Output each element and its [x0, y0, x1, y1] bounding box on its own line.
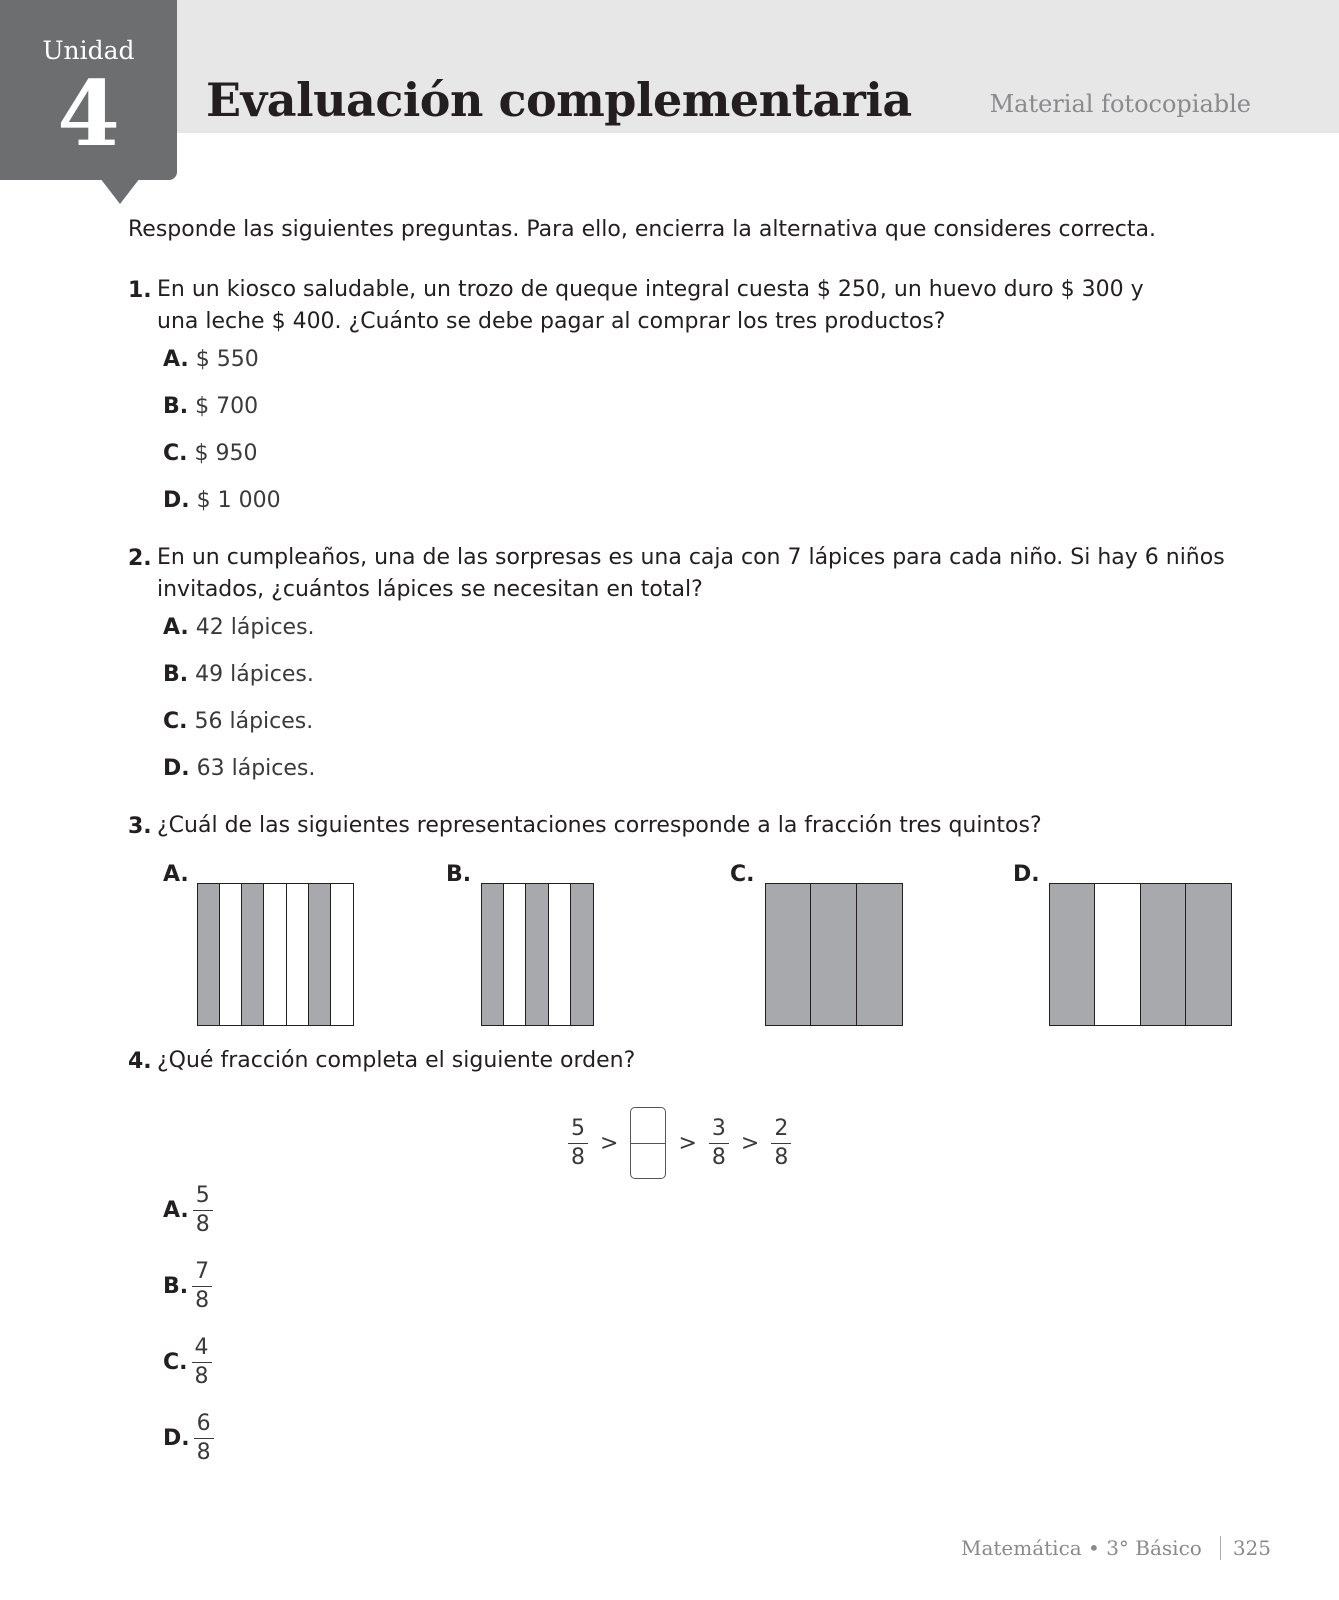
fraction	[193, 1182, 213, 1239]
option-letter: A.	[163, 347, 189, 372]
numerator: 3	[711, 1115, 726, 1141]
shaded-strip	[526, 884, 548, 1025]
shaded-strip	[1141, 884, 1186, 1025]
fraction-diagram-d[interactable]	[1049, 883, 1232, 1026]
blank-strip	[287, 884, 309, 1025]
option-value: $ 950	[194, 441, 258, 466]
fraction-bar	[631, 1143, 665, 1144]
option-letter: D.	[163, 756, 190, 781]
question-text	[157, 274, 1144, 338]
answer-option[interactable]	[163, 709, 313, 734]
question-line: En un kiosco saludable, un trozo de queque integral cuesta $ 250, un huevo duro $ 300 y	[157, 277, 1144, 302]
question-line: invitados, ¿cuántos lápices se necesitan en total?	[157, 577, 703, 602]
fraction	[194, 1410, 214, 1467]
answer-option[interactable]	[163, 394, 258, 419]
shaded-strip	[857, 884, 902, 1025]
fraction	[568, 1115, 588, 1172]
shaded-strip	[1050, 884, 1095, 1025]
option-letter: D.	[163, 488, 190, 513]
blank-strip	[1095, 884, 1140, 1025]
blank-strip	[220, 884, 242, 1025]
numerator: 4	[194, 1335, 209, 1360]
unit-number: 4	[57, 61, 120, 167]
option-letter: B.	[163, 1274, 189, 1299]
shaded-strip	[1186, 884, 1231, 1025]
option-letter: B.	[163, 394, 189, 419]
shaded-strip	[309, 884, 331, 1025]
option-letter: C.	[163, 1350, 188, 1375]
page-number: 325	[1232, 1536, 1271, 1560]
option-value: 63 lápices.	[196, 756, 316, 781]
greater-than-symbol: >	[678, 1130, 697, 1156]
numerator: 5	[195, 1183, 210, 1208]
denominator: 8	[195, 1288, 210, 1313]
denominator: 8	[195, 1212, 210, 1237]
denominator: 8	[774, 1144, 789, 1170]
shaded-strip	[242, 884, 264, 1025]
option-value: $ 700	[195, 394, 259, 419]
answer-option[interactable]	[163, 347, 259, 372]
page-title: Evaluación complementaria	[206, 73, 912, 127]
answer-option[interactable]	[163, 756, 315, 781]
numerator: 7	[195, 1259, 210, 1284]
option-value: 56 lápices.	[194, 709, 314, 734]
question-number: 4.	[128, 1049, 152, 1074]
answer-option[interactable]	[163, 1258, 212, 1315]
greater-than-symbol: >	[740, 1130, 760, 1156]
option-letter: D.	[163, 1426, 190, 1451]
option-value: 42 lápices.	[195, 615, 315, 640]
blank-strip	[504, 884, 526, 1025]
option-letter: A.	[163, 615, 189, 640]
footer-subject: Matemática • 3° Básico	[960, 1536, 1202, 1560]
question-line: una leche $ 400. ¿Cuánto se debe pagar al comprar los tres productos?	[157, 309, 946, 334]
instructions: Responde las siguientes preguntas. Para ello, encierra la alternativa que consideres correcta.	[128, 217, 1156, 242]
question-number: 3.	[128, 814, 152, 839]
shaded-strip	[198, 884, 220, 1025]
option-value: $ 550	[195, 347, 259, 372]
question-line: ¿Cuál de las siguientes representaciones corresponde a la fracción tres quintos?	[157, 813, 1042, 838]
answer-option[interactable]	[163, 1334, 212, 1391]
diagram-option-letter[interactable]: B.	[446, 862, 472, 887]
shaded-strip	[482, 884, 504, 1025]
question-line: En un cumpleaños, una de las sorpresas es una caja con 7 lápices para cada niño. Si hay 6 niños	[157, 545, 1225, 570]
fraction-diagram-a[interactable]	[197, 883, 354, 1026]
diagram-option-letter[interactable]: C.	[730, 862, 755, 887]
answer-option[interactable]	[163, 488, 281, 513]
question-number: 2.	[128, 546, 152, 571]
fraction-order-sequence	[568, 1107, 791, 1179]
answer-option[interactable]	[163, 1410, 214, 1467]
page-footer	[961, 1536, 1271, 1560]
shaded-strip	[811, 884, 856, 1025]
option-value: $ 1 000	[196, 488, 281, 513]
fraction	[771, 1115, 791, 1172]
fraction	[192, 1334, 212, 1391]
fraction	[192, 1258, 212, 1315]
blank-strip	[331, 884, 353, 1025]
question-text	[157, 810, 1042, 842]
numerator: 2	[774, 1115, 789, 1141]
greater-than-symbol: >	[600, 1130, 619, 1156]
fraction-diagram-c[interactable]	[765, 883, 903, 1026]
fraction-diagram-b[interactable]	[481, 883, 594, 1026]
answer-option[interactable]	[163, 1182, 213, 1239]
footer-divider	[1220, 1536, 1221, 1560]
question-number: 1.	[128, 278, 152, 303]
fraction	[709, 1115, 729, 1172]
blank-fraction-box[interactable]	[630, 1107, 666, 1179]
blank-strip	[549, 884, 571, 1025]
numerator: 6	[196, 1411, 211, 1436]
shaded-strip	[766, 884, 811, 1025]
denominator: 8	[194, 1364, 209, 1389]
numerator: 5	[571, 1115, 585, 1141]
question-text	[157, 542, 1225, 606]
answer-option[interactable]	[163, 662, 314, 687]
option-value: 49 lápices.	[195, 662, 314, 687]
option-letter: C.	[163, 709, 188, 734]
diagram-option-letter[interactable]: D.	[1013, 862, 1040, 887]
answer-option[interactable]	[163, 615, 315, 640]
denominator: 8	[196, 1440, 211, 1465]
question-text	[157, 1045, 635, 1077]
option-letter: C.	[163, 441, 188, 466]
question-line: ¿Qué fracción completa el siguiente orden?	[157, 1048, 636, 1073]
option-letter: A.	[163, 1198, 189, 1223]
header-note: Material fotocopiable	[989, 90, 1251, 118]
denominator: 8	[571, 1144, 585, 1170]
shaded-strip	[571, 884, 593, 1025]
option-letter: B.	[163, 662, 189, 687]
unit-label: Unidad	[42, 36, 135, 65]
denominator: 8	[711, 1144, 726, 1170]
diagram-option-letter[interactable]: A.	[163, 862, 189, 887]
answer-option[interactable]	[163, 441, 258, 466]
blank-strip	[264, 884, 286, 1025]
